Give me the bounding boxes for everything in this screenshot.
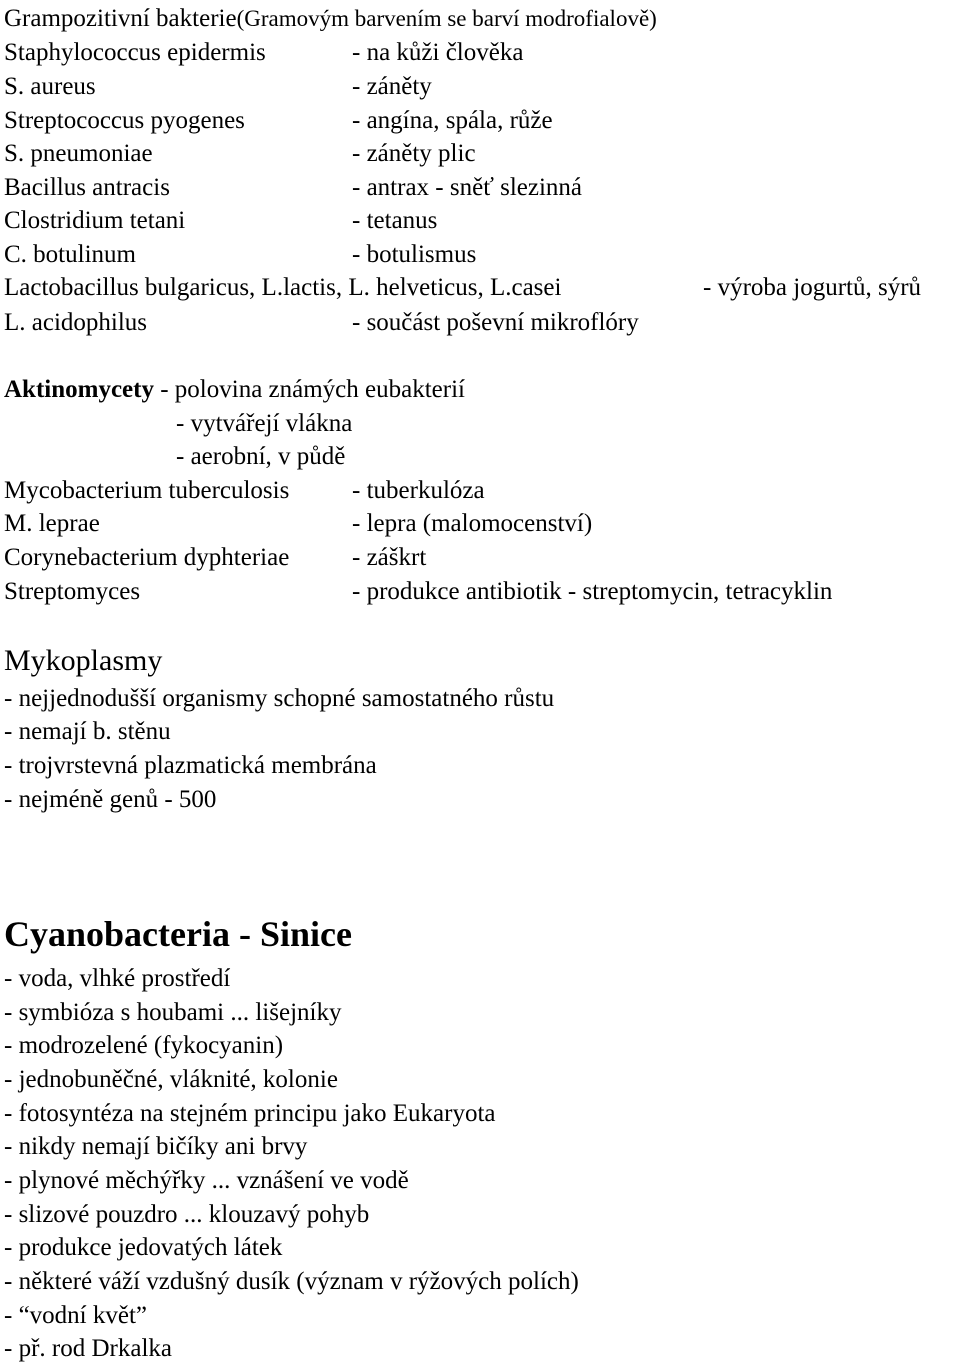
cyano-point: - symbióza s houbami ... lišejníky (4, 999, 342, 1026)
gram-row-desc: - antrax - sněť slezinná (352, 174, 583, 201)
aktino-row-desc: - záškrt (352, 544, 427, 571)
aktino-row-name: M. leprae (4, 510, 100, 537)
myko-point: - nejméně genů - 500 (4, 786, 217, 813)
lacto-desc: - výroba jogurtů, sýrů (703, 274, 922, 301)
myko-point: - nemají b. stěnu (4, 718, 171, 745)
cyano-point: - fotosyntéza na stejném principu jako Eukaryota (4, 1100, 496, 1127)
cyano-point: - modrozelené (fykocyanin) (4, 1032, 284, 1059)
aktino-row-name: Streptomyces (4, 578, 141, 605)
gram-row-desc: - na kůži člověka (352, 39, 524, 66)
cyano-point: - produkce jedovatých látek (4, 1234, 283, 1261)
gram-row-name: Bacillus antracis (4, 174, 170, 201)
gram-row-desc: - záněty (352, 73, 432, 100)
gram-row-name: C. botulinum (4, 241, 136, 268)
myko-title: Mykoplasmy (4, 644, 163, 677)
cyano-point: - plynové měchýřky ... vznášení ve vodě (4, 1167, 409, 1194)
gram-row-name: S. pneumoniae (4, 140, 153, 167)
cyano-point: - “vodní květ” (4, 1302, 148, 1329)
aktino-row-desc: - produkce antibiotik - streptomycin, tetracyklin (352, 578, 833, 605)
cyano-title: Cyanobacteria - Sinice (4, 914, 352, 954)
cyano-point: - př. rod Drkalka (4, 1335, 172, 1362)
lacto-name: Lactobacillus bulgaricus, L.lactis, L. helveticus, L.casei (4, 274, 562, 301)
cyano-point: - nikdy nemají bičíky ani brvy (4, 1133, 308, 1160)
gram-row-name: S. aureus (4, 73, 96, 100)
gram-row-desc: - záněty plic (352, 140, 476, 167)
cyano-point: - slizové pouzdro ... klouzavý pohyb (4, 1201, 370, 1228)
aktino-point: - aerobní, v půdě (176, 443, 346, 470)
aktino-point: - vytvářejí vlákna (176, 410, 353, 437)
gram-row-name: Clostridium tetani (4, 207, 186, 234)
gram-title: Grampozitivní bakterie (4, 5, 237, 32)
aktino-title: Aktinomycety (4, 376, 154, 403)
gram-note: (Gramovým barvením se barví modrofialově) (236, 6, 657, 31)
acido-name: L. acidophilus (4, 309, 148, 336)
aktino-row-desc: - tuberkulóza (352, 477, 485, 504)
aktino-row-name: Corynebacterium dyphteriae (4, 544, 290, 571)
cyano-point: - voda, vlhké prostředí (4, 965, 231, 992)
aktino-row-desc: - lepra (malomocenství) (352, 510, 593, 537)
myko-point: - nejjednodušší organismy schopné samostatného růstu (4, 685, 555, 712)
aktino-heading (4, 373, 465, 407)
cyano-point: - jednobuněčné, vláknité, kolonie (4, 1066, 338, 1093)
aktino-intro: - polovina známých eubakterií (160, 376, 465, 403)
gram-row-desc: - angína, spála, růže (352, 107, 553, 134)
myko-point: - trojvrstevná plazmatická membrána (4, 752, 377, 779)
gram-row-name: Streptococcus pyogenes (4, 107, 245, 134)
gram-row-name: Staphylococcus epidermis (4, 39, 266, 66)
acido-desc: - součást poševní mikroflóry (352, 309, 639, 336)
aktino-row-name: Mycobacterium tuberculosis (4, 477, 290, 504)
gram-row-desc: - tetanus (352, 207, 438, 234)
gram-row-desc: - botulismus (352, 241, 477, 268)
cyano-point: - některé váží vzdušný dusík (význam v rýžových polích) (4, 1268, 579, 1295)
gram-heading (4, 2, 657, 36)
